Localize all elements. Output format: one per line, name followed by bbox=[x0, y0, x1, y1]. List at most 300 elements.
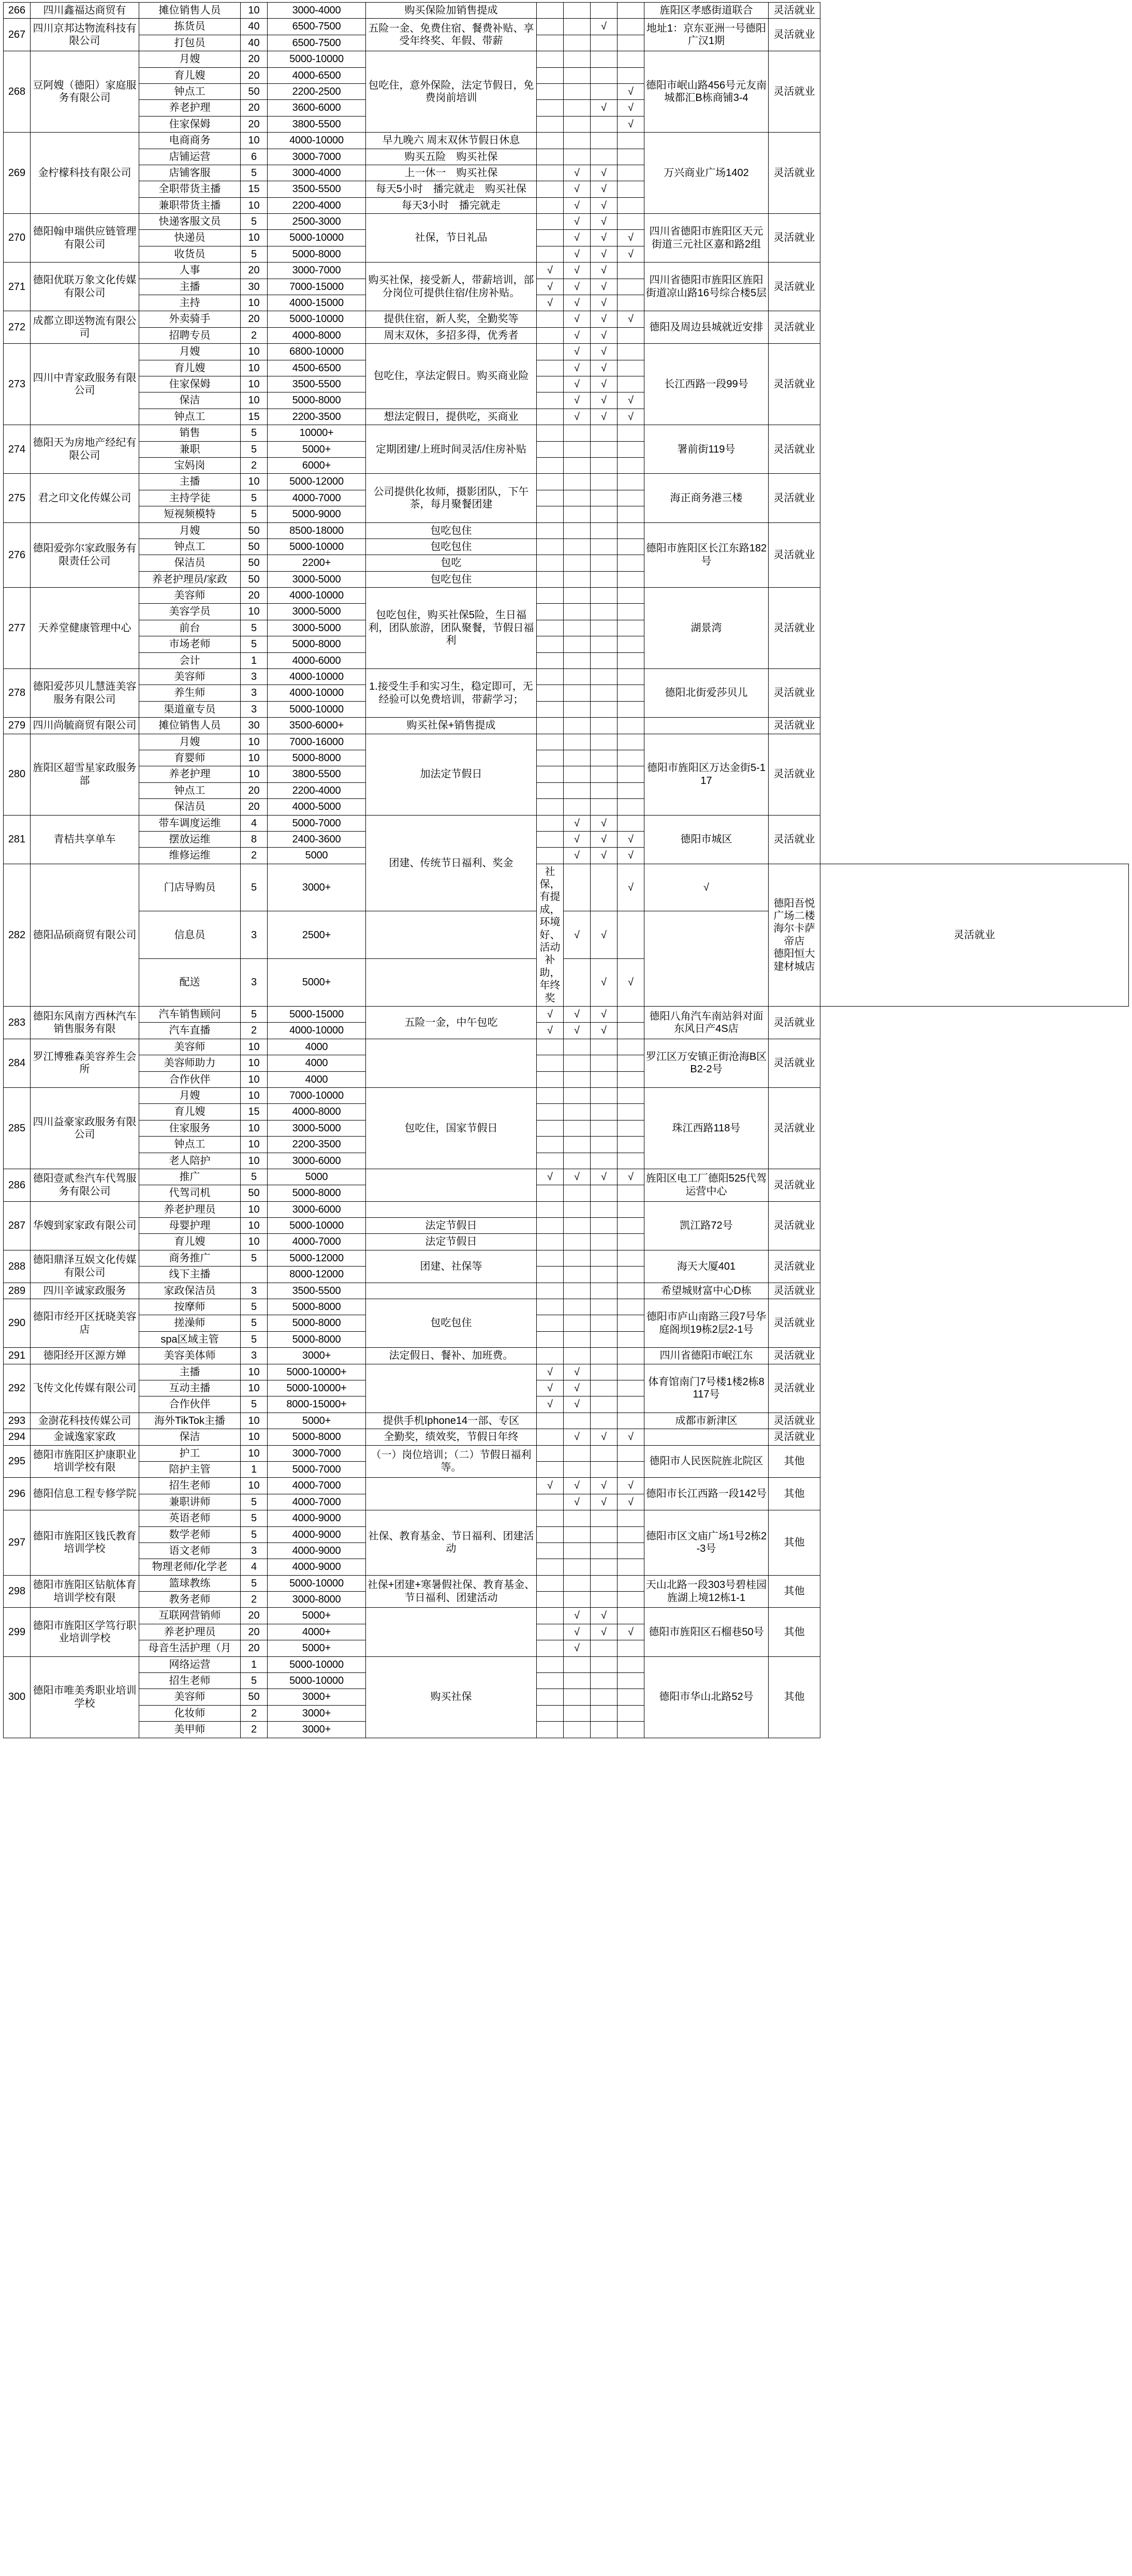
salary-range: 10000+ bbox=[268, 425, 366, 441]
checkbox-col-1 bbox=[537, 181, 564, 197]
checkbox-col-1 bbox=[537, 474, 564, 490]
job-title: 兼职讲师 bbox=[139, 1494, 241, 1510]
headcount: 5 bbox=[241, 1673, 268, 1689]
headcount: 3 bbox=[241, 911, 268, 959]
headcount: 40 bbox=[241, 19, 268, 35]
headcount: 2 bbox=[241, 1023, 268, 1039]
headcount: 4 bbox=[241, 1559, 268, 1575]
checkbox-col-1 bbox=[537, 766, 564, 782]
checkbox-col-4 bbox=[618, 1023, 644, 1039]
checkbox-col-2 bbox=[564, 669, 591, 685]
table-row bbox=[4, 1575, 1129, 1591]
job-title: 教务老师 bbox=[139, 1592, 241, 1608]
checkbox-col-1 bbox=[537, 718, 564, 734]
table-row bbox=[4, 1494, 1129, 1510]
row-index: 283 bbox=[4, 1007, 31, 1039]
salary-range: 5000-10000 bbox=[268, 1673, 366, 1689]
table-row bbox=[4, 588, 1129, 604]
checkbox-col-4 bbox=[618, 181, 644, 197]
checkbox-col-2: √ bbox=[564, 1640, 591, 1656]
table-row bbox=[4, 1526, 1129, 1542]
job-title: 主播 bbox=[139, 279, 241, 295]
benefits: 提供住宿，新人奖，全勤奖等 bbox=[366, 311, 537, 327]
checkbox-col-1 bbox=[537, 116, 564, 132]
work-address: 德阳市城区 bbox=[644, 815, 769, 864]
benefits bbox=[366, 1283, 537, 1299]
checkbox-col-3 bbox=[591, 620, 618, 636]
job-title: 销售 bbox=[139, 425, 241, 441]
checkbox-col-2 bbox=[564, 1705, 591, 1721]
checkbox-col-1 bbox=[537, 1299, 564, 1315]
job-title: 维修运维 bbox=[139, 848, 241, 864]
table-row bbox=[4, 1007, 1129, 1023]
checkbox-col-4 bbox=[618, 360, 644, 376]
checkbox-col-1 bbox=[537, 133, 564, 149]
job-title: 美容师助力 bbox=[139, 1055, 241, 1071]
checkbox-col-2 bbox=[564, 1299, 591, 1315]
checkbox-col-1 bbox=[537, 165, 564, 181]
checkbox-col-1 bbox=[537, 750, 564, 766]
checkbox-col-3 bbox=[591, 734, 618, 750]
headcount: 10 bbox=[241, 344, 268, 360]
salary-range: 5000-8000 bbox=[268, 636, 366, 652]
salary-range: 4000-5000 bbox=[268, 799, 366, 815]
table-row bbox=[4, 571, 1129, 587]
checkbox-col-1 bbox=[537, 1624, 564, 1640]
benefits: 1.接受生手和实习生，稳定即可，无经验可以免费培训，带薪学习； bbox=[366, 669, 537, 718]
checkbox-col-4: √ bbox=[618, 1169, 644, 1185]
checkbox-col-2: √ bbox=[564, 181, 591, 197]
checkbox-col-1 bbox=[537, 1575, 564, 1591]
table-row bbox=[4, 1510, 1129, 1526]
salary-range: 5000-12000 bbox=[268, 474, 366, 490]
table-row bbox=[4, 604, 1129, 620]
checkbox-col-3: √ bbox=[591, 311, 618, 327]
company-name: 德阳品硕商贸有限公司 bbox=[31, 864, 139, 1006]
checkbox-col-3: √ bbox=[591, 263, 618, 279]
employment-category: 灵活就业 bbox=[769, 1201, 820, 1250]
checkbox-col-3: √ bbox=[591, 1023, 618, 1039]
row-index: 286 bbox=[4, 1169, 31, 1201]
job-title: 语文老师 bbox=[139, 1542, 241, 1559]
table-row bbox=[4, 782, 1129, 798]
checkbox-col-3 bbox=[591, 51, 618, 67]
table-row bbox=[4, 555, 1129, 571]
checkbox-col-1 bbox=[537, 1104, 564, 1120]
checkbox-col-1 bbox=[537, 1413, 564, 1429]
table-row bbox=[4, 311, 1129, 327]
benefits: 每天3小时 播完就走 bbox=[366, 197, 537, 213]
checkbox-col-1 bbox=[537, 1510, 564, 1526]
job-title: 商务推广 bbox=[139, 1250, 241, 1266]
checkbox-col-3 bbox=[591, 441, 618, 457]
benefits: 购买保险加销售提成 bbox=[366, 3, 537, 19]
employment-category: 灵活就业 bbox=[769, 718, 820, 734]
work-address: 珠江西路118号 bbox=[644, 1087, 769, 1169]
benefits: 每天5小时 播完就走 购买社保 bbox=[366, 181, 537, 197]
work-address: 德阳市区文庙广场1号2栋2-3号 bbox=[644, 1510, 769, 1576]
checkbox-col-3 bbox=[591, 1039, 618, 1055]
checkbox-col-4: √ bbox=[618, 230, 644, 246]
checkbox-col-2: √ bbox=[564, 815, 591, 831]
checkbox-col-2 bbox=[564, 571, 591, 587]
checkbox-col-1 bbox=[537, 1120, 564, 1136]
table-row bbox=[4, 474, 1129, 490]
checkbox-col-4 bbox=[618, 1640, 644, 1656]
checkbox-col-3: √ bbox=[591, 911, 618, 959]
checkbox-col-1 bbox=[537, 149, 564, 165]
table-row bbox=[4, 197, 1129, 213]
work-address bbox=[644, 718, 769, 734]
checkbox-col-2: √ bbox=[564, 392, 591, 409]
employment-category: 灵活就业 bbox=[769, 51, 820, 133]
checkbox-col-4 bbox=[618, 263, 644, 279]
salary-range: 5000-10000 bbox=[268, 701, 366, 717]
checkbox-col-1 bbox=[537, 604, 564, 620]
headcount: 5 bbox=[241, 425, 268, 441]
company-name: 四川鑫福达商贸有 bbox=[31, 3, 139, 19]
salary-range: 5000-8000 bbox=[268, 1331, 366, 1347]
job-title: 美容学员 bbox=[139, 604, 241, 620]
salary-range: 5000 bbox=[268, 848, 366, 864]
checkbox-col-4 bbox=[618, 1380, 644, 1396]
headcount: 20 bbox=[241, 782, 268, 798]
headcount: 2 bbox=[241, 1592, 268, 1608]
checkbox-col-4 bbox=[618, 1445, 644, 1461]
company-name: 德阳市旌阳区学笃行职业培训学校 bbox=[31, 1608, 139, 1656]
checkbox-col-3: √ bbox=[591, 1429, 618, 1445]
checkbox-col-4 bbox=[618, 474, 644, 490]
checkbox-col-3 bbox=[591, 116, 618, 132]
benefits bbox=[366, 1364, 537, 1413]
checkbox-col-2 bbox=[564, 1592, 591, 1608]
table-row bbox=[4, 815, 1129, 831]
headcount: 20 bbox=[241, 67, 268, 83]
job-title: 老人陪护 bbox=[139, 1153, 241, 1169]
checkbox-col-2: √ bbox=[564, 1624, 591, 1640]
table-row bbox=[4, 1640, 1129, 1656]
table-row bbox=[4, 425, 1129, 441]
row-index: 276 bbox=[4, 522, 31, 588]
table-body bbox=[4, 3, 1129, 1738]
row-index: 288 bbox=[4, 1250, 31, 1283]
salary-range: 3000-5000 bbox=[268, 620, 366, 636]
table-row bbox=[4, 279, 1129, 295]
checkbox-col-1: √ bbox=[537, 1169, 564, 1185]
salary-range: 5000+ bbox=[268, 1640, 366, 1656]
table-row bbox=[4, 1364, 1129, 1380]
checkbox-col-4: √ bbox=[618, 409, 644, 425]
salary-range: 2200-4000 bbox=[268, 782, 366, 798]
headcount: 20 bbox=[241, 311, 268, 327]
work-address: 德阳市人民医院旌北院区 bbox=[644, 1445, 769, 1478]
headcount: 5 bbox=[241, 1494, 268, 1510]
company-name: 旌阳区超雪星家政服务部 bbox=[31, 734, 139, 815]
headcount: 5 bbox=[241, 620, 268, 636]
table-row bbox=[4, 1673, 1129, 1689]
checkbox-col-1 bbox=[537, 441, 564, 457]
benefits: 包吃 bbox=[366, 555, 537, 571]
job-title: 英语老师 bbox=[139, 1510, 241, 1526]
checkbox-col-2 bbox=[564, 539, 591, 555]
job-title: 店铺客服 bbox=[139, 165, 241, 181]
checkbox-col-4: √ bbox=[618, 959, 644, 1007]
checkbox-col-2 bbox=[564, 718, 591, 734]
table-row bbox=[4, 1039, 1129, 1055]
headcount: 5 bbox=[241, 1396, 268, 1413]
table-row bbox=[4, 1429, 1129, 1445]
checkbox-col-3: √ bbox=[591, 848, 618, 864]
checkbox-col-1 bbox=[537, 197, 564, 213]
employment-category: 其他 bbox=[769, 1510, 820, 1576]
checkbox-col-4 bbox=[618, 441, 644, 457]
checkbox-col-1 bbox=[537, 539, 564, 555]
checkbox-col-4 bbox=[618, 701, 644, 717]
checkbox-col-1 bbox=[366, 959, 537, 1007]
checkbox-col-1 bbox=[537, 1445, 564, 1461]
job-title: 摊位销售人员 bbox=[139, 718, 241, 734]
checkbox-col-3: √ bbox=[591, 344, 618, 360]
salary-range: 3000-5000 bbox=[268, 571, 366, 587]
table-row bbox=[4, 652, 1129, 668]
headcount: 10 bbox=[241, 197, 268, 213]
salary-range: 4000-6500 bbox=[268, 67, 366, 83]
table-row bbox=[4, 620, 1129, 636]
checkbox-col-3 bbox=[591, 571, 618, 587]
checkbox-col-1 bbox=[537, 1283, 564, 1299]
checkbox-col-2: √ bbox=[564, 214, 591, 230]
row-index: 298 bbox=[4, 1575, 31, 1608]
company-name: 金诚逸家家政 bbox=[31, 1429, 139, 1445]
checkbox-col-1 bbox=[537, 848, 564, 864]
checkbox-col-3 bbox=[591, 1071, 618, 1087]
work-address: 希望城财富中心D栋 bbox=[644, 1283, 769, 1299]
headcount: 20 bbox=[241, 51, 268, 67]
benefits: 团建、传统节日福利、奖金 bbox=[366, 815, 537, 911]
headcount: 20 bbox=[241, 1608, 268, 1624]
company-name: 金澍花科技传媒公司 bbox=[31, 1413, 139, 1429]
headcount: 3 bbox=[241, 685, 268, 701]
checkbox-col-1 bbox=[537, 1137, 564, 1153]
table-row bbox=[4, 669, 1129, 685]
checkbox-col-2: √ bbox=[564, 911, 591, 959]
employment-category: 灵活就业 bbox=[769, 344, 820, 425]
table-row bbox=[4, 1153, 1129, 1169]
table-row bbox=[4, 1705, 1129, 1721]
checkbox-col-4 bbox=[618, 1007, 644, 1023]
job-title: 数学老师 bbox=[139, 1526, 241, 1542]
checkbox-col-2 bbox=[564, 799, 591, 815]
job-title: 养老护理员/家政 bbox=[139, 571, 241, 587]
checkbox-col-3 bbox=[591, 1689, 618, 1705]
checkbox-col-4 bbox=[618, 1705, 644, 1721]
company-name: 德阳东风南方西林汽车销售服务有限 bbox=[31, 1007, 139, 1039]
job-title: 育儿嫂 bbox=[139, 360, 241, 376]
checkbox-col-4: √ bbox=[618, 1478, 644, 1494]
table-row bbox=[4, 1656, 1129, 1672]
salary-range: 3000-5000 bbox=[268, 604, 366, 620]
headcount: 50 bbox=[241, 522, 268, 539]
checkbox-col-3 bbox=[591, 669, 618, 685]
work-address: 旌阳区孝感街道联合 bbox=[644, 3, 769, 19]
checkbox-col-4 bbox=[618, 522, 644, 539]
salary-range: 4000-10000 bbox=[268, 669, 366, 685]
salary-range: 5000-7000 bbox=[268, 815, 366, 831]
checkbox-col-1 bbox=[537, 490, 564, 506]
employment-category: 灵活就业 bbox=[769, 1429, 820, 1445]
checkbox-col-4 bbox=[618, 279, 644, 295]
salary-range: 2200-3500 bbox=[268, 409, 366, 425]
benefits: 早九晚六 周末双休节假日休息 bbox=[366, 133, 537, 149]
headcount: 5 bbox=[241, 864, 268, 911]
job-title: 育儿嫂 bbox=[139, 1234, 241, 1250]
company-name: 四川益豪家政服务有限公司 bbox=[31, 1087, 139, 1169]
checkbox-col-2 bbox=[564, 441, 591, 457]
row-index: 299 bbox=[4, 1608, 31, 1656]
salary-range: 3000-8000 bbox=[268, 1592, 366, 1608]
checkbox-col-4 bbox=[618, 1461, 644, 1477]
row-index: 270 bbox=[4, 214, 31, 263]
checkbox-col-4 bbox=[618, 51, 644, 67]
checkbox-col-2 bbox=[564, 1185, 591, 1201]
checkbox-col-4 bbox=[618, 133, 644, 149]
job-title: 月嫂 bbox=[139, 344, 241, 360]
salary-range: 4000-9000 bbox=[268, 1510, 366, 1526]
job-title: 护工 bbox=[139, 1445, 241, 1461]
table-row bbox=[4, 1104, 1129, 1120]
headcount: 10 bbox=[241, 295, 268, 311]
row-index: 272 bbox=[4, 311, 31, 344]
row-index: 297 bbox=[4, 1510, 31, 1576]
table-row bbox=[4, 1283, 1129, 1299]
salary-range: 7000-16000 bbox=[268, 734, 366, 750]
checkbox-col-3 bbox=[591, 1510, 618, 1526]
headcount: 1 bbox=[241, 652, 268, 668]
benefits: 法定节假日 bbox=[366, 1234, 537, 1250]
salary-range: 4000-7000 bbox=[268, 490, 366, 506]
salary-range: 5000-10000+ bbox=[268, 1380, 366, 1396]
table-row bbox=[4, 490, 1129, 506]
headcount: 10 bbox=[241, 750, 268, 766]
headcount: 5 bbox=[241, 490, 268, 506]
checkbox-col-1 bbox=[537, 669, 564, 685]
table-row bbox=[4, 263, 1129, 279]
checkbox-col-2 bbox=[564, 67, 591, 83]
checkbox-col-2 bbox=[564, 1348, 591, 1364]
employment-category: 其他 bbox=[769, 1575, 820, 1608]
checkbox-col-1 bbox=[537, 1608, 564, 1624]
company-name: 飞传文化传媒有限公司 bbox=[31, 1364, 139, 1413]
checkbox-col-2 bbox=[564, 555, 591, 571]
table-row bbox=[4, 1608, 1129, 1624]
table-row bbox=[4, 327, 1129, 343]
job-title: 美容师 bbox=[139, 1689, 241, 1705]
benefits: 法定假日、餐补、加班费。 bbox=[366, 1348, 537, 1364]
row-index: 296 bbox=[4, 1478, 31, 1510]
job-title: 月嫂 bbox=[139, 1087, 241, 1103]
headcount: 5 bbox=[241, 1510, 268, 1526]
job-title: 前台 bbox=[139, 620, 241, 636]
table-row bbox=[4, 1348, 1129, 1364]
checkbox-col-3 bbox=[591, 1055, 618, 1071]
checkbox-col-3 bbox=[591, 1104, 618, 1120]
table-row bbox=[4, 1185, 1129, 1201]
checkbox-col-2 bbox=[564, 766, 591, 782]
company-name: 豆阿嫂（德阳）家庭服务有限公司 bbox=[31, 51, 139, 133]
salary-range: 5000-10000 bbox=[268, 51, 366, 67]
row-index: 294 bbox=[4, 1429, 31, 1445]
checkbox-col-1 bbox=[537, 1542, 564, 1559]
checkbox-col-4: √ bbox=[618, 100, 644, 116]
checkbox-col-3 bbox=[591, 1267, 618, 1283]
checkbox-col-4 bbox=[618, 1673, 644, 1689]
employment-category: 灵活就业 bbox=[769, 669, 820, 718]
salary-range: 4000-7000 bbox=[268, 1478, 366, 1494]
headcount: 3 bbox=[241, 1283, 268, 1299]
salary-range: 4000-9000 bbox=[268, 1559, 366, 1575]
checkbox-col-1 bbox=[537, 1153, 564, 1169]
benefits: 上一休一 购买社保 bbox=[366, 165, 537, 181]
table-row bbox=[4, 230, 1129, 246]
benefits: 法定节假日 bbox=[366, 1218, 537, 1234]
headcount: 5 bbox=[241, 1007, 268, 1023]
salary-range: 4000-15000 bbox=[268, 295, 366, 311]
job-title: 按摩师 bbox=[139, 1299, 241, 1315]
checkbox-col-4 bbox=[618, 1283, 644, 1299]
salary-range: 5000 bbox=[268, 1169, 366, 1185]
checkbox-col-3 bbox=[591, 490, 618, 506]
salary-range: 5000+ bbox=[268, 1608, 366, 1624]
checkbox-col-4 bbox=[618, 1071, 644, 1087]
benefits: 周末双休，多招多得，优秀者 bbox=[366, 327, 537, 343]
company-name: 四川辛诚家政服务 bbox=[31, 1283, 139, 1299]
checkbox-col-3: √ bbox=[591, 230, 618, 246]
checkbox-col-4 bbox=[618, 652, 644, 668]
checkbox-col-3 bbox=[591, 1120, 618, 1136]
checkbox-col-3: √ bbox=[591, 19, 618, 35]
table-row bbox=[4, 1380, 1129, 1396]
job-title: 住家服务 bbox=[139, 1120, 241, 1136]
checkbox-col-3: √ bbox=[591, 1608, 618, 1624]
employment-category: 灵活就业 bbox=[769, 425, 820, 474]
headcount: 20 bbox=[241, 799, 268, 815]
headcount: 3 bbox=[241, 669, 268, 685]
checkbox-col-3: √ bbox=[591, 197, 618, 213]
checkbox-col-1 bbox=[537, 51, 564, 67]
row-index: 285 bbox=[4, 1087, 31, 1169]
checkbox-col-4 bbox=[618, 67, 644, 83]
row-index: 284 bbox=[4, 1039, 31, 1087]
checkbox-col-1 bbox=[537, 831, 564, 847]
checkbox-col-1 bbox=[537, 1526, 564, 1542]
work-address: 天山北路一段303号碧桂园旌湖上境12栋1-1 bbox=[644, 1575, 769, 1608]
job-title: 互动主播 bbox=[139, 1380, 241, 1396]
employment-category: 灵活就业 bbox=[769, 19, 820, 51]
checkbox-col-3 bbox=[591, 67, 618, 83]
job-title: 收货员 bbox=[139, 246, 241, 262]
checkbox-col-4: √ bbox=[618, 831, 644, 847]
headcount: 5 bbox=[241, 441, 268, 457]
headcount: 5 bbox=[241, 1250, 268, 1266]
table-row bbox=[4, 636, 1129, 652]
work-address: 体育馆南门7号楼1楼2栋8117号 bbox=[644, 1364, 769, 1413]
checkbox-col-2 bbox=[564, 1104, 591, 1120]
employment-category: 灵活就业 bbox=[769, 263, 820, 311]
checkbox-col-4 bbox=[618, 214, 644, 230]
employment-category: 其他 bbox=[769, 1656, 820, 1738]
checkbox-col-3 bbox=[591, 1348, 618, 1364]
checkbox-col-4 bbox=[618, 1315, 644, 1331]
